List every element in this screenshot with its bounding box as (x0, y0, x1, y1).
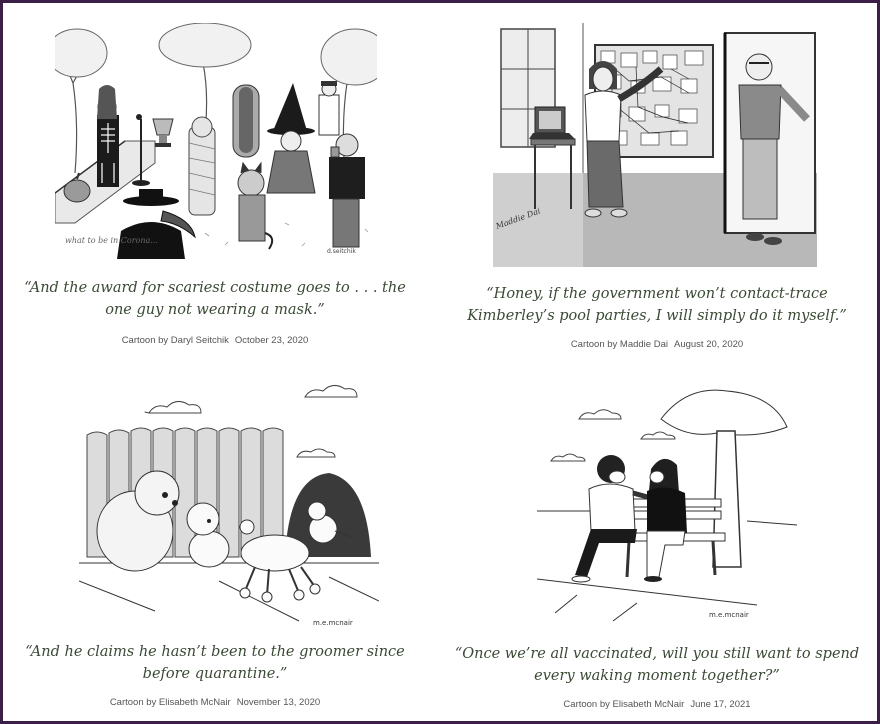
cartoon-caption: “And he claims he hasn’t been to the groomer since before quarantine.” (25, 644, 405, 682)
cartoon-caption: “And the award for scariest costume goes to . . . the one guy not wearing a mask.” (24, 280, 406, 318)
cartoon-image-costume-contest[interactable] (55, 23, 377, 259)
cartoon-image-contact-trace[interactable] (493, 23, 817, 267)
credit-author[interactable]: Cartoon by Elisabeth McNair (109, 697, 231, 708)
credit-date: November 13, 2020 (236, 697, 321, 708)
cartoon-credit (453, 339, 861, 350)
credit-date: August 20, 2020 (673, 339, 744, 350)
artist-signature: d.seitchik (327, 248, 356, 255)
cartoon-caption: “Once we’re all vaccinated, will you still want to spend every waking moment together?” (454, 646, 860, 684)
artist-signature: m.e.mcnair (709, 611, 749, 619)
cartoon-credit (15, 335, 415, 346)
credit-author[interactable]: Cartoon by Daryl Seitchik (121, 335, 229, 346)
cartoon-credit (15, 697, 415, 708)
credit-author[interactable]: Cartoon by Elisabeth McNair (563, 699, 685, 710)
artist-signature: Maddie Dai (494, 206, 542, 231)
credit-author[interactable]: Cartoon by Maddie Dai (570, 339, 668, 350)
cartoon-credit (453, 699, 861, 710)
scrawl-text: what to be in Corona... (65, 236, 158, 245)
cartoon-caption: “Honey, if the government won’t contact-trace Kimberley’s pool parties, I will simply do it myself.” (467, 286, 847, 324)
credit-date: October 23, 2020 (234, 335, 309, 346)
cartoon-image-bench-couple[interactable] (537, 381, 797, 627)
artist-signature: m.e.mcnair (313, 619, 353, 627)
credit-date: June 17, 2021 (690, 699, 751, 710)
cartoon-image-groomer-dogs[interactable] (79, 381, 379, 631)
